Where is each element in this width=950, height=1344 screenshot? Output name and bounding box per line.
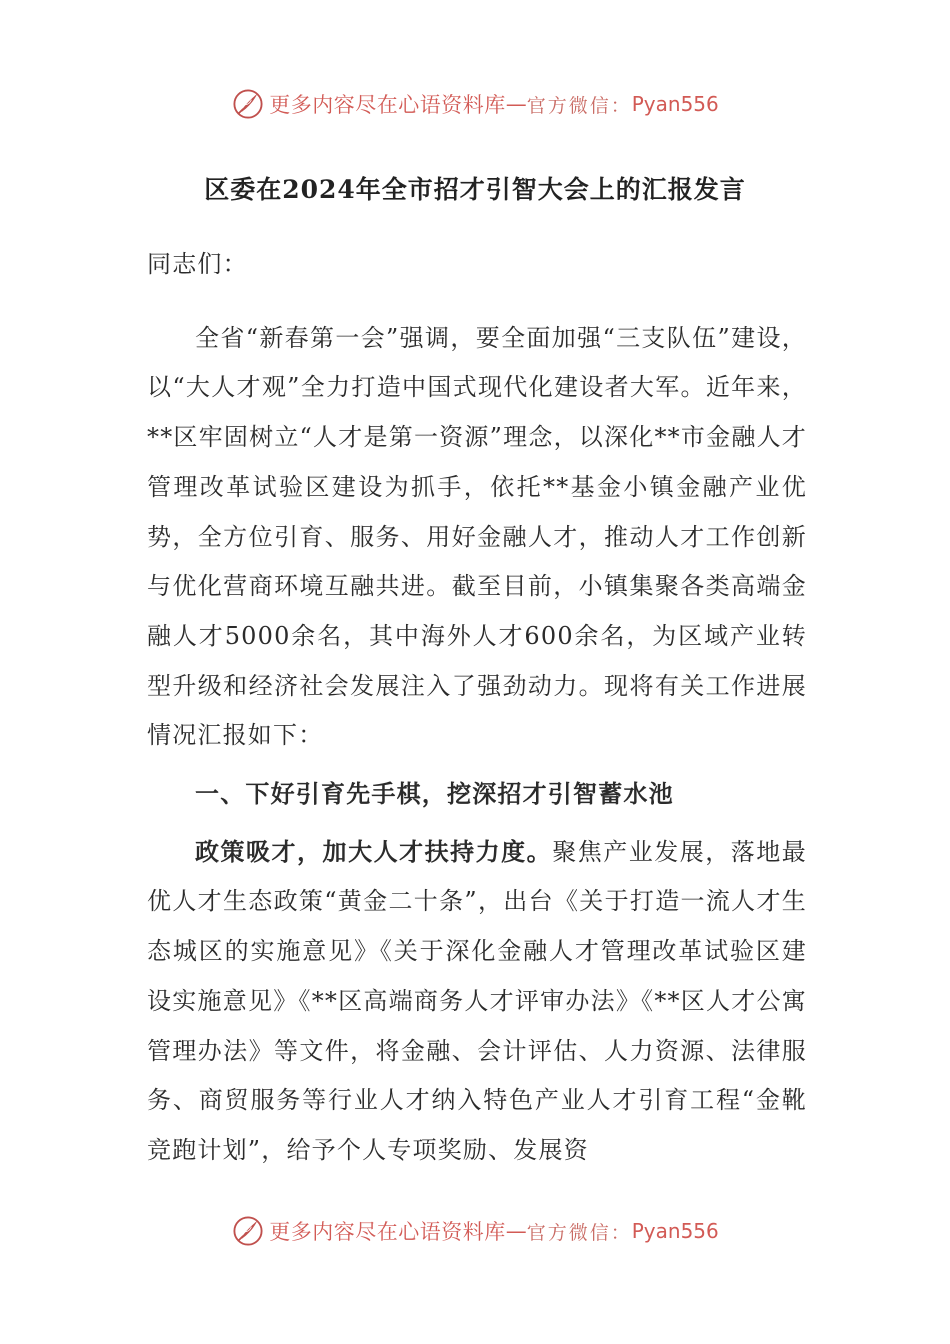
banner-wechat-id: Pyan556 [631, 92, 719, 116]
document-title: 区委在2024年全市招才引智大会上的汇报发言 [204, 175, 746, 204]
document-body [147, 240, 807, 1176]
footer-banner [0, 1211, 950, 1251]
greeting: 同志们： [147, 250, 248, 278]
paragraph-policy [147, 827, 807, 1176]
banner-main-text: 更多内容尽在心语资料库 [269, 1220, 506, 1244]
paragraph-lead: 政策吸才，加大人才扶持力度。 [195, 836, 553, 866]
paragraph-intro: 全省“新春第一会”强调，要全面加强“三支队伍”建设，以“大人才观”全力打造中国式现代化建设者大军。近年来，**区牢固树立“人才是第一资源”理念，以深化**市金融人才管理改革试验区建设为抓手，依托**基金小镇金融产业优势，全方位引育、服务、用好金融人才，推动人才工作创新与优化营商环境互融共进。截至目前，小镇集聚各类高端金融人才5000余名，其中海外人才600余名，为区域产业转型升级和经济社会发展注入了强劲动力。现将有关工作进展情况汇报如下： [147, 323, 807, 750]
banner-separator: — [505, 92, 527, 116]
banner-wechat-label: 官方微信： [526, 1221, 632, 1244]
paragraph-body: 聚焦产业发展，落地最优人才生态政策“黄金二十条”，出台《关于打造一流人才生态城区的实施意见》《关于深化金融人才管理改革试验区建设实施意见》《**区高端商务人才评审办法》《**区人才公寓管理办法》等文件，将金融、会计评估、人力资源、法律服务、商贸服务等行业人才纳入特色产业人才引育工程“金靴竞跑计划”，给予个人专项奖励、发展资 [147, 837, 807, 1164]
banner-wechat-label: 官方微信： [526, 94, 632, 117]
header-banner [0, 84, 950, 124]
section-heading-1: 一、下好引育先手棋，挖深招才引智蓄水池 [195, 779, 674, 809]
banner-main-text: 更多内容尽在心语资料库 [269, 93, 506, 117]
quill-seal-logo-icon [231, 1214, 265, 1248]
quill-seal-logo-icon [231, 87, 265, 121]
banner-separator: — [505, 1219, 527, 1243]
banner-wechat-id: Pyan556 [631, 1219, 719, 1243]
